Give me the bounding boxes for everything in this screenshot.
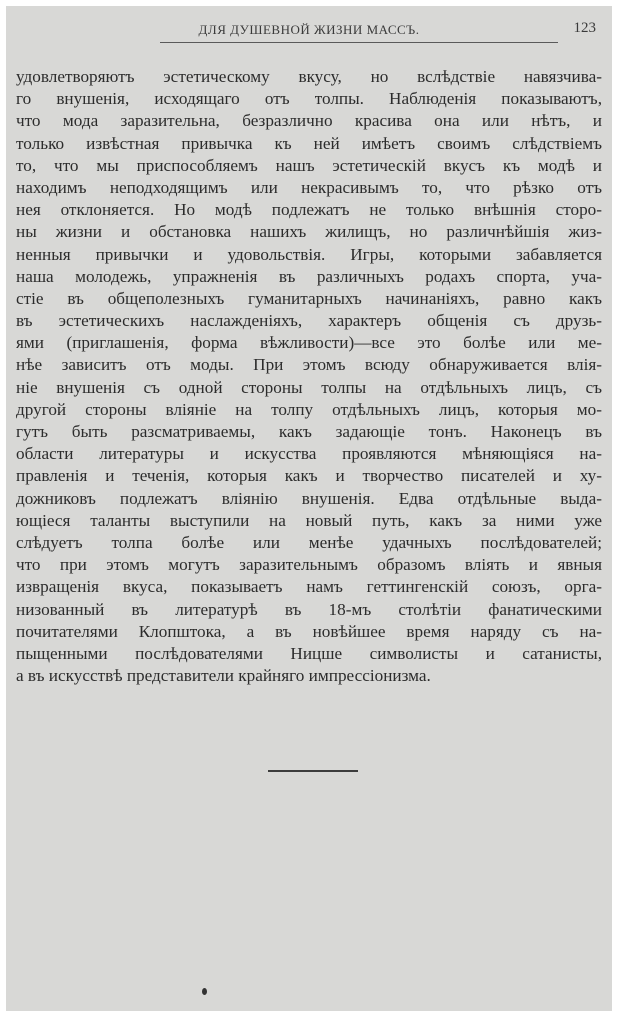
text-line: нѣе зависитъ отъ моды. При этомъ всюду обнаруживается влія- — [16, 355, 602, 375]
text-line: въ эстетическихъ наслажденіяхъ, характеръ общенія съ друзь- — [16, 311, 602, 331]
text-line: ющіеся таланты выступили на новый путь, какъ за ними уже — [16, 510, 602, 530]
text-line: что при этомъ могутъ заразительнымъ образомъ вліять и явныя — [16, 555, 602, 575]
text-line: извращенія вкуса, показываетъ намъ геттингенскій союзъ, орга- — [16, 577, 602, 597]
text-line: нея отклоняется. Но модѣ подлежатъ не только внѣшнія сторо- — [16, 200, 602, 220]
text-line: гутъ быть разсматриваемы, какъ задающіе тонъ. Наконецъ въ — [16, 422, 602, 441]
text-line: низованный въ литературѣ въ 18-мъ столѣтіи фанатическими — [16, 599, 602, 619]
text-line-last: а въ искусствѣ представители крайняго импрессіонизма. — [16, 666, 431, 686]
text-line: слѣдуетъ толпа болѣе или менѣе удачныхъ послѣдователей; — [16, 532, 602, 552]
text-line: ями (приглашенія, форма вѣжливости)—все это болѣе или ме- — [16, 333, 602, 353]
text-line: пыщенными послѣдователями Ницше символисты и сатанисты, — [16, 643, 602, 663]
text-line: ненныя привычки и удовольствія. Игры, которыми забавляется — [16, 244, 602, 264]
text-line: го внушенія, исходящаго отъ толпы. Наблюденія показываютъ, — [16, 89, 602, 109]
header-rule — [160, 42, 558, 43]
page-number: 123 — [573, 20, 596, 36]
text-line: наша молодежь, упражненія въ различныхъ родахъ спорта, уча- — [16, 266, 602, 286]
book-page — [6, 6, 612, 1011]
text-line: находимъ неподходящимъ или некрасивымъ то, что рѣзко отъ — [16, 177, 602, 197]
text-line: то, что мы приспособляемъ нашъ эстетическій вкусъ къ модѣ и — [16, 155, 602, 175]
text-line: ніе внушенія съ одной стороны толпы на отдѣльныхъ лицъ, съ — [16, 377, 602, 397]
text-line: другой стороны вліяніе на толпу отдѣльныхъ лицъ, которыя мо- — [16, 399, 602, 419]
text-line: только извѣстная привычка къ ней имѣетъ своимъ слѣдствіемъ — [16, 133, 602, 153]
text-line: что мода заразительна, безразлично красива она или нѣтъ, и — [16, 111, 602, 131]
text-line: удовлетворяютъ эстетическому вкусу, но вслѣдствіе навязчива- — [16, 67, 602, 86]
page-header — [20, 22, 598, 50]
ink-speck — [202, 988, 207, 995]
text-line: дожниковъ подлежатъ вліянію внушенія. Едва отдѣльные выда- — [16, 488, 602, 508]
text-line: стіе въ общеполезныхъ гуманитарныхъ начинаніяхъ, равно какъ — [16, 288, 602, 308]
section-divider — [268, 770, 358, 772]
body-text — [16, 66, 602, 687]
text-line: области литературы и искусства проявляются мѣняющіяся на- — [16, 444, 602, 464]
running-title: ДЛЯ ДУШЕВНОЙ ЖИЗНИ МАССЪ. — [198, 22, 420, 37]
text-line: почитателями Клопштока, а въ новѣйшее время наряду съ на- — [16, 621, 602, 641]
text-line: правленія и теченія, которыя какъ и творчество писателей и ху- — [16, 466, 602, 486]
text-line: ны жизни и обстановка нашихъ жилищъ, но различнѣйшія жиз- — [16, 222, 602, 242]
